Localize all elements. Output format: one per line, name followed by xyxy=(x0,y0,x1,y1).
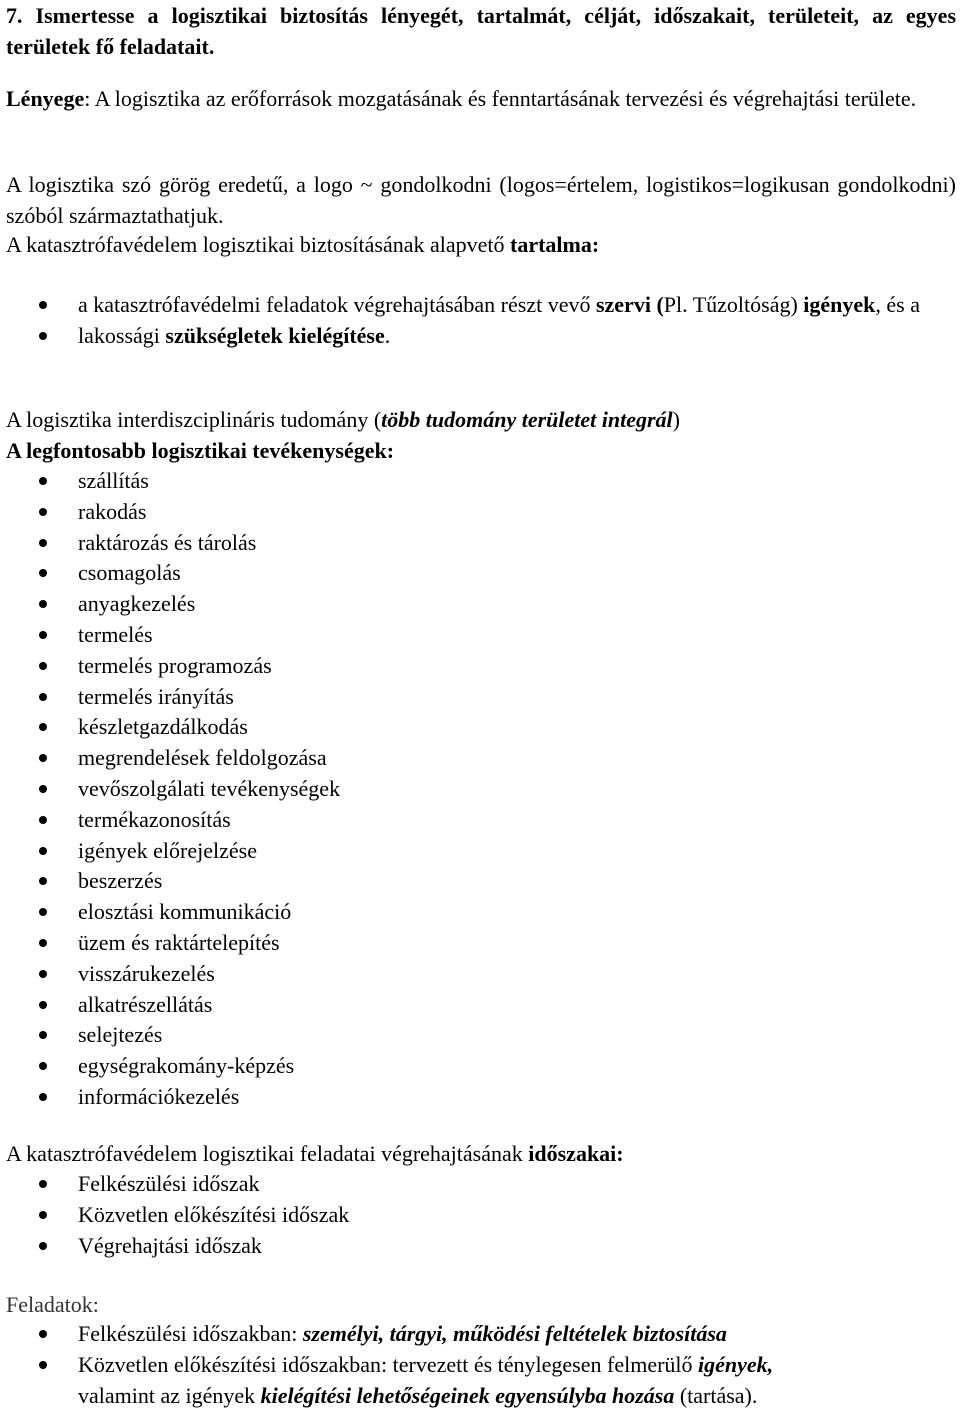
content-item-text: lakossági xyxy=(78,323,166,348)
activity-item-label: csomagolás xyxy=(78,560,181,586)
activity-item xyxy=(6,496,956,527)
activity-item xyxy=(6,927,956,958)
content-item-bold: igények xyxy=(803,292,876,317)
task-item-bold-italic: igények, xyxy=(698,1351,774,1377)
bullet-icon xyxy=(39,1062,47,1070)
content-item-text: Pl. Tűzoltóság) xyxy=(663,292,804,317)
periods-heading xyxy=(6,1138,956,1169)
activity-item xyxy=(6,958,956,989)
bullet-icon xyxy=(39,332,47,340)
activity-item-label: termelés programozás xyxy=(78,652,272,678)
content-intro-text: A katasztrófavédelem logisztikai biztosításának alapvető xyxy=(6,232,510,257)
periods-list xyxy=(6,1168,956,1260)
interdisciplinary-text: A logisztika interdiszciplináris tudomány ( xyxy=(6,407,382,432)
task-item-text: valamint az igények xyxy=(78,1382,261,1408)
activity-item xyxy=(6,557,956,588)
task-item-direct-preparation xyxy=(6,1349,956,1411)
activity-item-label: igények előrejelzése xyxy=(78,837,257,863)
bullet-icon xyxy=(39,723,47,731)
bullet-icon xyxy=(39,970,47,978)
bullet-icon xyxy=(39,1093,47,1101)
activity-item-label: egységrakomány-képzés xyxy=(78,1053,295,1079)
bullet-icon xyxy=(39,1330,47,1338)
content-item-text: , és a xyxy=(875,292,921,317)
activity-item xyxy=(6,742,956,773)
activity-item xyxy=(6,650,956,681)
task-item-text: Közvetlen előkészítési időszakban: tervezett és ténylegesen felmerülő xyxy=(78,1351,699,1377)
content-item-bold: ( xyxy=(656,292,664,317)
activity-item-label: anyagkezelés xyxy=(78,591,196,617)
activity-item xyxy=(6,896,956,927)
activity-item-label: készletgazdálkodás xyxy=(78,714,248,740)
activity-item xyxy=(6,711,956,742)
task-item-text: (tartása). xyxy=(674,1382,758,1408)
activity-item-label: vevőszolgálati tevékenységek xyxy=(78,775,341,801)
activity-item-label: termelés xyxy=(78,621,153,647)
activity-item-label: szállítás xyxy=(78,468,149,493)
task-item-text: Felkészülési időszakban: xyxy=(78,1321,303,1346)
bullet-icon xyxy=(39,301,47,309)
activity-item-label: üzem és raktártelepítés xyxy=(78,929,280,955)
content-item-needs xyxy=(6,289,956,320)
content-item-needs-text xyxy=(78,289,956,320)
activity-item-label: selejtezés xyxy=(78,1022,163,1048)
activity-item xyxy=(6,465,956,496)
content-item-text: a katasztrófavédelmi feladatok végrehajtásában részt vevő xyxy=(78,292,596,317)
bullet-icon xyxy=(39,939,47,947)
periods-heading-text: A katasztrófavédelem logisztikai feladatai végrehajtásának xyxy=(6,1141,529,1166)
bullet-icon xyxy=(39,908,47,916)
activity-item xyxy=(6,588,956,619)
tasks-heading: Feladatok: xyxy=(6,1292,99,1317)
activity-item-label: elosztási kommunikáció xyxy=(78,899,292,925)
bullet-icon xyxy=(39,1242,47,1250)
bullet-icon xyxy=(39,1361,47,1369)
period-item xyxy=(6,1168,956,1199)
tasks-list xyxy=(6,1318,956,1411)
content-intro xyxy=(6,229,956,260)
period-item-label: Felkészülési időszak xyxy=(78,1171,260,1196)
content-intro-bold: tartalma: xyxy=(510,232,600,257)
activity-item xyxy=(6,835,956,866)
essence-label: Lényege xyxy=(6,86,85,111)
essence-paragraph xyxy=(6,83,956,114)
activity-item xyxy=(6,681,956,712)
activity-item xyxy=(6,527,956,558)
task-item-bold-italic: személyi, tárgyi, működési feltételek biztosítása xyxy=(302,1321,727,1346)
period-item xyxy=(6,1199,956,1230)
content-item-population xyxy=(6,320,956,351)
bullet-icon xyxy=(39,785,47,793)
task-item-line-2 xyxy=(78,1380,956,1411)
activities-heading xyxy=(6,435,956,466)
activity-item-label: információkezelés xyxy=(78,1083,240,1109)
activity-item-label: termékazonosítás xyxy=(78,806,231,832)
activity-item-label: alkatrészellátás xyxy=(78,991,213,1017)
activity-item-label: visszárukezelés xyxy=(78,960,215,986)
bullet-icon xyxy=(39,1180,47,1188)
bullet-icon xyxy=(39,600,47,608)
section-title: 7. Ismertesse a logisztikai biztosítás lényegét, tartalmát, célját, időszakait, területeit, az egyes területek fő feladatait. xyxy=(6,3,956,59)
activity-item-label: rakodás xyxy=(78,498,147,524)
essence-text: : A logisztika az erőforrások mozgatásának és fenntartásának tervezési és végrehajtási területe. xyxy=(84,86,917,111)
content-item-text: . xyxy=(384,323,391,348)
bullet-icon xyxy=(39,631,47,639)
activity-item xyxy=(6,1050,956,1081)
bullet-icon xyxy=(39,569,47,577)
period-item-label: Közvetlen előkészítési időszak xyxy=(78,1201,350,1227)
content-list xyxy=(6,289,956,351)
periods-heading-bold: időszakai: xyxy=(528,1141,624,1166)
activity-item-label: beszerzés xyxy=(78,868,163,894)
period-item xyxy=(6,1230,956,1261)
task-item-line-1 xyxy=(78,1349,956,1380)
bullet-icon xyxy=(39,847,47,855)
content-item-bold: szükségletek kielégítése xyxy=(165,323,385,348)
etymology-paragraph: A logisztika szó görög eredetű, a logo ~ gondolkodni (logos=értelem, logistikos=logikusan gondolkodni) szóból származtathatjuk. xyxy=(6,172,956,228)
bullet-icon xyxy=(39,754,47,762)
activity-item xyxy=(6,1019,956,1050)
activity-item xyxy=(6,619,956,650)
activity-item xyxy=(6,989,956,1020)
activity-item-label: megrendelések feldolgozása xyxy=(78,745,327,771)
period-item-label: Végrehajtási időszak xyxy=(78,1232,262,1258)
content-item-bold: szervi xyxy=(595,292,651,317)
task-item-bold-italic: kielégítési lehetőségeinek egyensúlyba hozása xyxy=(260,1382,675,1408)
activity-item-label: termelés irányítás xyxy=(78,683,234,709)
bullet-icon xyxy=(39,877,47,885)
interdisciplinary-end: ) xyxy=(672,407,680,432)
bullet-icon xyxy=(39,1031,47,1039)
bullet-icon xyxy=(39,477,47,485)
bullet-icon xyxy=(39,1211,47,1219)
activity-item-label: raktározás és tárolás xyxy=(78,529,257,555)
activities-heading-text: A legfontosabb logisztikai tevékenységek: xyxy=(6,438,395,463)
bullet-icon xyxy=(39,508,47,516)
activity-item xyxy=(6,1081,956,1112)
bullet-icon xyxy=(39,816,47,824)
interdisciplinary-italic: több tudomány területet integrál xyxy=(381,407,673,432)
bullet-icon xyxy=(39,693,47,701)
task-item-preparation xyxy=(6,1318,956,1349)
bullet-icon xyxy=(39,1001,47,1009)
interdisciplinary-paragraph xyxy=(6,404,956,435)
bullet-icon xyxy=(39,539,47,547)
activity-item xyxy=(6,865,956,896)
activities-list xyxy=(6,465,956,1112)
bullet-icon xyxy=(39,662,47,670)
activity-item xyxy=(6,804,956,835)
activity-item xyxy=(6,773,956,804)
